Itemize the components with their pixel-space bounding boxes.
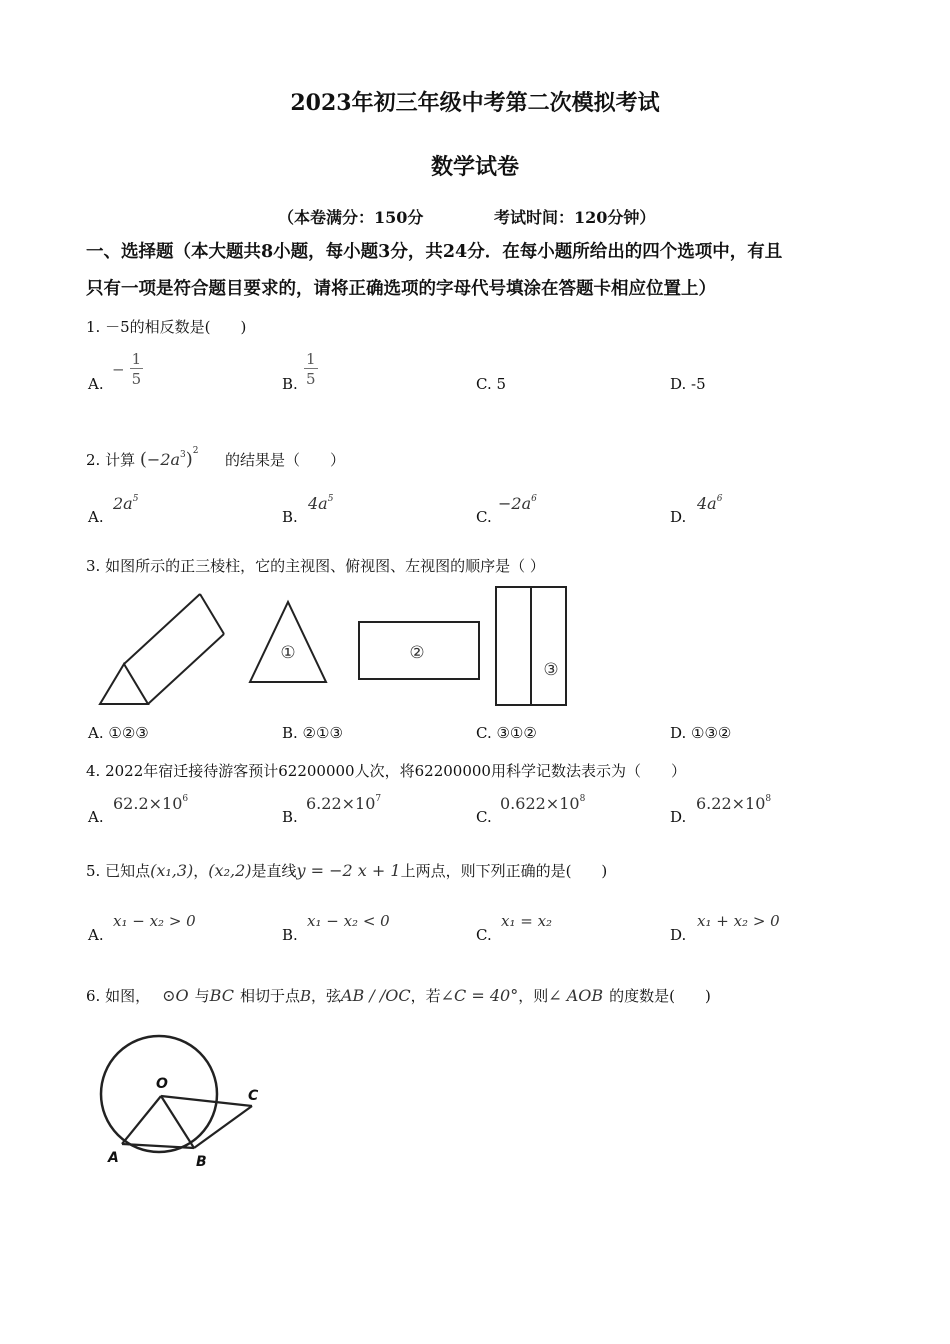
- q5-option-c: [476, 926, 492, 944]
- q5-mid: 是直线: [251, 862, 297, 880]
- q2-option-c-label: C.: [476, 508, 492, 526]
- q6-tangent: 相切于点: [239, 987, 300, 1005]
- q6-ab-parallel-oc: AB / /OC: [341, 986, 411, 1005]
- q4-option-d: [670, 808, 686, 826]
- q2-option-a-label: A.: [88, 508, 104, 526]
- fraction: [304, 350, 318, 389]
- q2-option-d: [670, 508, 686, 526]
- q5-point2: (x₂,2): [208, 861, 252, 880]
- q4-option-b-value: [306, 794, 381, 813]
- q4-option-d-label: D.: [670, 808, 687, 826]
- q4-stem: 4. 2022年宿迁接待游客预计62200000人次，将62200000用科学记数法表示为（ ）: [86, 762, 686, 780]
- prism-drawing: [100, 594, 224, 704]
- q2-d-base: 4a: [697, 494, 717, 513]
- q4-option-c-label: C.: [476, 808, 492, 826]
- segment-oc: [161, 1096, 252, 1106]
- q6-prefix: 6. 如图，: [86, 987, 151, 1005]
- q4-option-a: [88, 808, 104, 826]
- q5-stem: [86, 860, 607, 881]
- q2-option-b-value: [308, 494, 333, 513]
- exam-title: 2023年初三年级中考第二次模拟考试: [290, 90, 660, 116]
- view-label-1: ①: [280, 643, 296, 663]
- label-o: O: [156, 1076, 168, 1092]
- prism-back-edge: [200, 594, 224, 634]
- q2-option-a: [88, 508, 104, 526]
- q4-option-b-label: B.: [282, 808, 298, 826]
- frac-numerator: 1: [306, 350, 316, 368]
- q6-circle-o: ⊙O: [162, 986, 189, 1005]
- q2-option-d-label: D.: [670, 508, 687, 526]
- q2-exp-inner: 3: [180, 450, 186, 460]
- q2-suffix: 的结果是（ ）: [225, 451, 346, 469]
- geometry-lines: [122, 1096, 252, 1148]
- q1-option-b-label: B.: [282, 375, 298, 393]
- q2-a-exp: 5: [132, 494, 139, 504]
- q5-option-d: [670, 926, 686, 944]
- q2-option-b-label: B.: [282, 508, 298, 526]
- q1-option-a: [88, 375, 104, 393]
- q4-b-base: 6.22×10: [306, 794, 376, 813]
- prism-front-face: [100, 664, 148, 704]
- q2-d-exp: 6: [716, 494, 723, 504]
- q2-expr-inner: −2a: [146, 450, 181, 469]
- q1-option-a-label: A.: [88, 375, 104, 393]
- q2-expression: $(-2a^3)^2$: [139, 446, 199, 470]
- q5-option-b-label: B.: [282, 926, 298, 944]
- frac-denominator: 5: [306, 370, 316, 388]
- view-label-2: ②: [409, 643, 425, 663]
- q4-option-a-label: A.: [88, 808, 104, 826]
- q4-d-base: 6.22×10: [696, 794, 766, 813]
- q5-option-a-label: A.: [88, 926, 104, 944]
- q5-option-d-label: D.: [670, 926, 687, 944]
- front-view-triangle: [250, 602, 326, 682]
- section-heading-line1: 一、选择题（本大题共8小题，每小题3分，共24分．在每小题所给出的四个选项中，有且: [86, 242, 783, 262]
- exam-time: 考试时间：120分钟）: [494, 208, 656, 227]
- left-view-rectangle: [496, 587, 566, 705]
- q6-suffix: 的度数是( ): [609, 987, 711, 1005]
- q2-c-base: −2a: [498, 494, 532, 513]
- top-view-rectangle: [359, 622, 479, 679]
- q4-b-exp: 7: [375, 794, 382, 804]
- q2-exp-outer: 2: [192, 446, 199, 456]
- q5-point1: (x₁,3): [150, 861, 194, 880]
- q1-option-d: D. -5: [670, 375, 706, 393]
- q6-point-b: B: [299, 987, 311, 1005]
- q5-sep: ，: [193, 862, 209, 880]
- q4-option-c-value: [500, 794, 585, 813]
- q4-option-b: [282, 808, 298, 826]
- q4-a-base: 62.2×10: [113, 794, 183, 813]
- section-heading-line2: 只有一项是符合题目要求的，请将正确选项的字母代号填涂在答题卡相应位置上）: [86, 279, 716, 299]
- circle-o: [101, 1036, 217, 1152]
- q1-option-b: [282, 375, 298, 393]
- q2-option-a-value: [113, 494, 138, 513]
- q5-option-c-value: x₁ = x₂: [501, 912, 553, 930]
- q3-option-b: B. ②①③: [282, 724, 343, 742]
- segment-ob: [161, 1096, 194, 1148]
- q5-suffix: 上两点，则下列正确的是( ): [400, 862, 608, 880]
- q5-option-b: [282, 926, 298, 944]
- q2-option-d-value: [697, 494, 722, 513]
- view-label-3: ③: [543, 660, 559, 680]
- q2-prefix: 2. 计算: [86, 451, 136, 469]
- prism-top-edge: [124, 594, 200, 664]
- q3-option-a: A. ①②③: [88, 724, 149, 742]
- full-score: （本卷满分：150分: [278, 208, 424, 227]
- q1-stem: 1. －5的相反数是( ): [86, 318, 247, 336]
- q4-c-base: 0.622×10: [500, 794, 580, 813]
- q3-option-c: C. ③①②: [476, 724, 537, 742]
- q3-figure: [96, 584, 576, 712]
- fraction: [130, 350, 144, 389]
- q4-option-a-value: [113, 794, 188, 813]
- q5-option-d-value: x₁ + x₂ > 0: [697, 912, 780, 930]
- q6-with: 与: [194, 987, 210, 1005]
- q5-option-b-value: x₁ − x₂ < 0: [307, 912, 390, 930]
- q4-c-exp: 8: [579, 794, 586, 804]
- q6-angle-aob: ∠ AOB: [548, 986, 604, 1005]
- q2-a-base: 2a: [113, 494, 133, 513]
- label-b: B: [196, 1154, 207, 1170]
- q5-prefix: 5. 已知点: [86, 862, 151, 880]
- q3-stem: 3. 如图所示的正三棱柱，它的主视图、俯视图、左视图的顺序是（ ）: [86, 557, 545, 575]
- q2-c-exp: 6: [531, 494, 537, 504]
- q6-if: ，若: [410, 987, 441, 1005]
- q2-option-c: [476, 508, 492, 526]
- q6-bc: BC: [209, 986, 234, 1005]
- q2-b-exp: 5: [327, 494, 334, 504]
- q2-option-b: [282, 508, 298, 526]
- q3-option-d: D. ①③②: [670, 724, 732, 742]
- segment-oa: [122, 1096, 161, 1144]
- q5-option-c-label: C.: [476, 926, 492, 944]
- frac-numerator: 1: [131, 350, 142, 368]
- q1-option-c: C. 5: [476, 375, 507, 393]
- q6-angle-c: ∠C = 40°: [440, 986, 519, 1005]
- q6-chord: ，弦: [310, 987, 341, 1005]
- q2-option-c-value: [498, 494, 537, 513]
- q6-then: ，则: [518, 987, 549, 1005]
- q5-option-a-value: x₁ − x₂ > 0: [113, 912, 196, 930]
- q2-stem: [86, 446, 345, 470]
- q4-d-exp: 8: [765, 794, 772, 804]
- q1-option-b-value: [304, 350, 318, 389]
- label-c: C: [248, 1088, 259, 1104]
- q1-option-a-value: [112, 350, 143, 389]
- q6-figure: [96, 1022, 276, 1172]
- frac-denominator: 5: [131, 370, 142, 388]
- segment-bc: [194, 1106, 252, 1148]
- q5-line-eq: y = −2 x + 1: [296, 861, 401, 880]
- neg-sign: −: [112, 360, 125, 379]
- prism-bottom-edge: [148, 634, 224, 704]
- q4-option-c: [476, 808, 492, 826]
- label-a: A: [108, 1150, 119, 1166]
- q6-stem: [86, 985, 711, 1006]
- q4-option-d-value: [696, 794, 771, 813]
- subject-title: 数学试卷: [430, 154, 519, 180]
- q2-b-base: 4a: [308, 494, 328, 513]
- q4-a-exp: 6: [182, 794, 189, 804]
- q5-option-a: [88, 926, 104, 944]
